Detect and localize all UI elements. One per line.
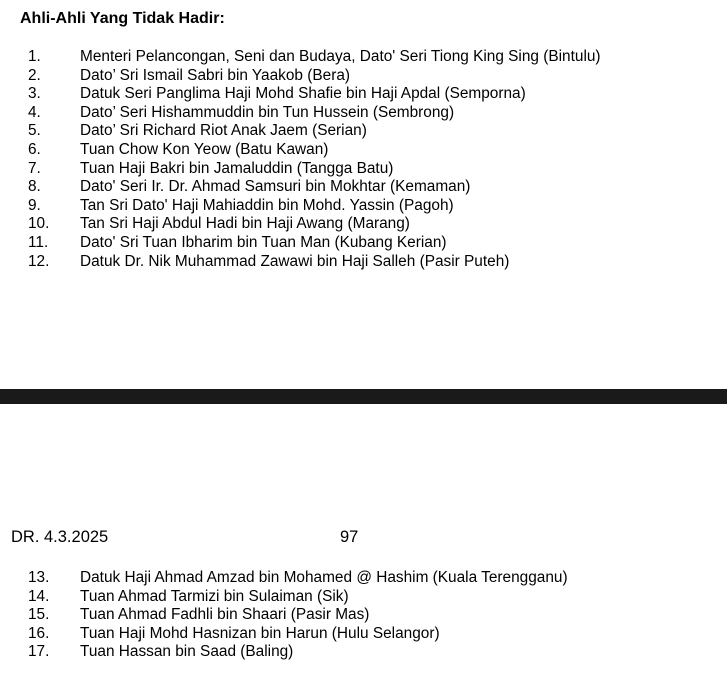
- item-number: 14.: [28, 587, 50, 605]
- document-date: DR. 4.3.2025: [11, 528, 109, 546]
- member-name: Dato’ Sri Ismail Sabri bin Yaakob (Bera): [80, 66, 351, 84]
- member-name: Tuan Ahmad Fadhli bin Shaari (Pasir Mas): [80, 606, 370, 624]
- member-name: Dato’ Seri Hishammuddin bin Tun Hussein (Sembrong): [80, 103, 455, 121]
- member-name: Dato' Sri Tuan Ibharim bin Tuan Man (Kubang Kerian): [80, 233, 447, 251]
- item-number: 7.: [28, 159, 41, 177]
- item-number: 12.: [28, 252, 50, 270]
- member-name: Dato’ Sri Richard Riot Anak Jaem (Serian): [80, 122, 367, 140]
- item-number: 10.: [28, 215, 50, 233]
- member-name: Tuan Hassan bin Saad (Baling): [80, 643, 294, 661]
- item-number: 3.: [28, 85, 41, 103]
- item-number: 9.: [28, 196, 41, 214]
- member-name: Tan Sri Haji Abdul Hadi bin Haji Awang (Marang): [80, 215, 410, 233]
- member-name: Datuk Dr. Nik Muhammad Zawawi bin Haji Salleh (Pasir Puteh): [80, 252, 510, 270]
- member-name: Datuk Seri Panglima Haji Mohd Shafie bin Haji Apdal (Semporna): [80, 85, 526, 103]
- member-name: Menteri Pelancongan, Seni dan Budaya, Dato' Seri Tiong King Sing (Bintulu): [80, 48, 601, 65]
- item-number: 13.: [28, 569, 50, 586]
- absent-members-heading: Ahli-Ahli Yang Tidak Hadir:: [20, 10, 225, 27]
- member-name: Tuan Chow Kon Yeow (Batu Kawan): [80, 140, 329, 158]
- item-number: 16.: [28, 624, 50, 642]
- item-number: 2.: [28, 66, 41, 84]
- item-number: 15.: [28, 606, 50, 624]
- item-number: 6.: [28, 140, 41, 158]
- member-name: Tuan Haji Mohd Hasnizan bin Harun (Hulu Selangor): [80, 624, 440, 642]
- page-number: 97: [340, 528, 359, 546]
- item-number: 5.: [28, 122, 41, 140]
- item-number: 8.: [28, 178, 41, 196]
- member-name: Tuan Haji Bakri bin Jamaluddin (Tangga Batu): [80, 159, 394, 177]
- member-name: Dato' Seri Ir. Dr. Ahmad Samsuri bin Mokhtar (Kemaman): [80, 178, 471, 196]
- member-name: Tan Sri Dato' Haji Mahiaddin bin Mohd. Yassin (Pagoh): [80, 196, 454, 214]
- item-number: 17.: [28, 643, 50, 661]
- member-name: Tuan Ahmad Tarmizi bin Sulaiman (Sik): [80, 587, 349, 605]
- member-name: Datuk Haji Ahmad Amzad bin Mohamed @ Hashim (Kuala Terengganu): [80, 569, 568, 586]
- item-number: 4.: [28, 103, 41, 121]
- page-break-divider: [0, 389, 727, 404]
- item-number: 11.: [28, 233, 49, 251]
- item-number: 1.: [28, 48, 41, 65]
